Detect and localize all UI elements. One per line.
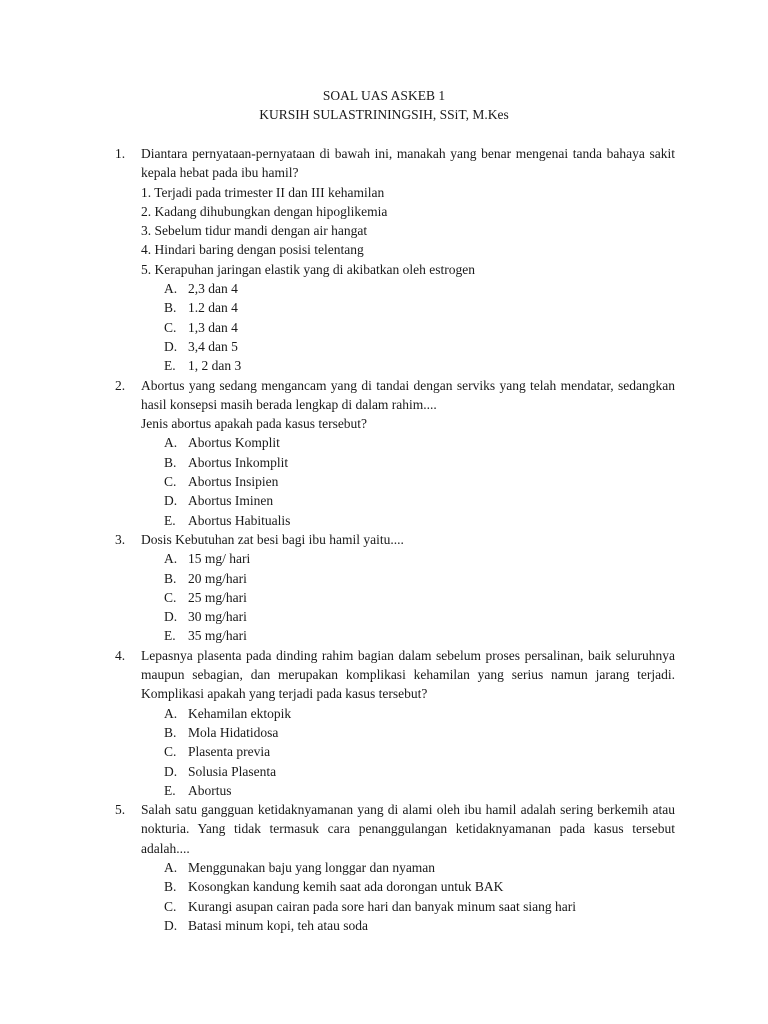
option-text: Kehamilan ektopik [188,705,292,721]
option-text: 2,3 dan 4 [188,281,238,297]
question-text [141,800,675,858]
option-list [141,549,675,645]
option-text: 1, 2 dan 3 [188,358,242,374]
question-item [115,376,675,530]
question-paragraph: Abortus yang sedang mengancam yang di tandai dengan serviks yang telah mendatar, sedangkan hasil konsepsi masih berada lengkap di dalam rahim.... [141,377,675,412]
option-item [164,781,675,800]
statement-item: 2. Kadang dihubungkan dengan hipoglikemia [141,203,388,219]
document-header [0,86,768,124]
option-letter: A. [164,859,178,875]
option-text: 3,4 dan 5 [188,338,238,354]
option-letter: E. [164,782,176,798]
question-paragraph: Dosis Kebutuhan zat besi bagi ibu hamil yaitu.... [141,531,404,547]
option-list [141,433,675,529]
statement-item: 5. Kerapuhan jaringan elastik yang di akibatkan oleh estrogen [141,261,476,277]
option-item [164,897,675,916]
option-letter: B. [164,879,177,895]
option-letter: C. [164,319,177,335]
option-item [164,762,675,781]
option-letter: E. [164,358,176,374]
question-paragraph: Lepasnya plasenta pada dinding rahim bagian dalam sebelum proses persalinan, baik seluruhnya maupun sebagian, dan merupakan komplikasi kehamilan yang serius namun jarang terjadi. Komplikasi apakah yang terjadi pada kasus tersebut? [141,647,675,702]
question-body [141,376,675,530]
option-text: Abortus Inkomplit [188,454,289,470]
option-letter: B. [164,454,177,470]
option-item [164,742,675,761]
question-body [141,530,675,646]
statement-item: 3. Sebelum tidur mandi dengan air hangat [141,223,368,239]
option-item [164,916,675,935]
option-letter: D. [164,917,178,933]
option-text: Kosongkan kandung kemih saat ada dorongan untuk BAK [188,879,504,895]
option-item [164,453,675,472]
option-letter: A. [164,435,178,451]
option-letter: B. [164,300,177,316]
option-item [164,433,675,452]
question-item [115,530,675,646]
question-number: 4. [115,647,126,663]
option-text: Abortus Komplit [188,435,280,451]
option-letter: A. [164,551,178,567]
option-list [141,704,675,800]
option-item [164,337,675,356]
question-body [141,646,675,800]
statement-item: 1. Terjadi pada trimester II dan III kehamilan [141,184,385,200]
question-text [141,530,675,549]
option-text: Batasi minum kopi, teh atau soda [188,917,368,933]
option-item [164,588,675,607]
question-number: 2. [115,377,126,393]
document-author: KURSIH SULASTRININGSIH, SSiT, M.Kes [259,107,509,122]
option-letter: C. [164,898,177,914]
option-text: Menggunakan baju yang longgar dan nyaman [188,859,436,875]
option-letter: E. [164,512,176,528]
question-list [115,144,675,935]
option-item [164,318,675,337]
option-text: 1.2 dan 4 [188,300,238,316]
option-item [164,511,675,530]
option-item [164,626,675,645]
option-text: Abortus Iminen [188,493,274,509]
option-text: Kurangi asupan cairan pada sore hari dan banyak minum saat siang hari [188,898,576,914]
option-text: Abortus Habitualis [188,512,291,528]
option-item [164,607,675,626]
option-letter: D. [164,763,178,779]
option-item [164,549,675,568]
question-body [141,800,675,935]
option-item [164,858,675,877]
option-text: Plasenta previa [188,744,271,760]
option-item [164,704,675,723]
option-text: 1,3 dan 4 [188,319,238,335]
option-item [164,356,675,375]
option-letter: E. [164,628,176,644]
option-letter: D. [164,609,178,625]
question-body [141,144,675,376]
option-letter: D. [164,493,178,509]
option-text: 30 mg/hari [188,609,247,625]
option-item [164,472,675,491]
question-paragraph: Jenis abortus apakah pada kasus tersebut? [141,416,368,432]
option-letter: C. [164,744,177,760]
document-title: SOAL UAS ASKEB 1 [322,88,446,103]
option-text: 15 mg/ hari [188,551,251,567]
statement-item: 4. Hindari baring dengan posisi telentang [141,242,364,258]
option-item [164,279,675,298]
question-text [141,376,675,434]
question-number: 3. [115,531,126,547]
option-list [141,858,675,935]
option-text: Mola Hidatidosa [188,724,279,740]
option-text: Abortus [188,782,232,798]
question-item [115,144,675,376]
question-item [115,800,675,935]
option-text: 35 mg/hari [188,628,247,644]
option-text: Solusia Plasenta [188,763,277,779]
option-letter: A. [164,705,178,721]
option-item [164,298,675,317]
option-text: 25 mg/hari [188,589,247,605]
question-text [141,144,675,183]
option-item [164,491,675,510]
option-list [141,279,675,375]
statement-list [141,183,675,279]
option-letter: B. [164,724,177,740]
question-text [141,646,675,704]
option-item [164,877,675,896]
question-item [115,646,675,800]
option-text: 20 mg/hari [188,570,247,586]
option-letter: D. [164,338,178,354]
option-letter: C. [164,474,177,490]
option-item [164,723,675,742]
question-paragraph: Diantara pernyataan-pernyataan di bawah ini, manakah yang benar mengenai tanda bahaya sakit kepala hebat pada ibu hamil? [141,146,675,181]
option-letter: A. [164,281,178,297]
question-number: 1. [115,146,126,161]
option-item [164,569,675,588]
option-letter: C. [164,589,177,605]
option-letter: B. [164,570,177,586]
option-text: Abortus Insipien [188,474,279,490]
question-paragraph: Salah satu gangguan ketidaknyamanan yang di alami oleh ibu hamil adalah sering berkemih atau nokturia. Yang tidak termasuk cara penanggulangan ketidaknyamanan pada kasus tersebut adalah.... [141,802,675,856]
question-number: 5. [115,802,126,818]
